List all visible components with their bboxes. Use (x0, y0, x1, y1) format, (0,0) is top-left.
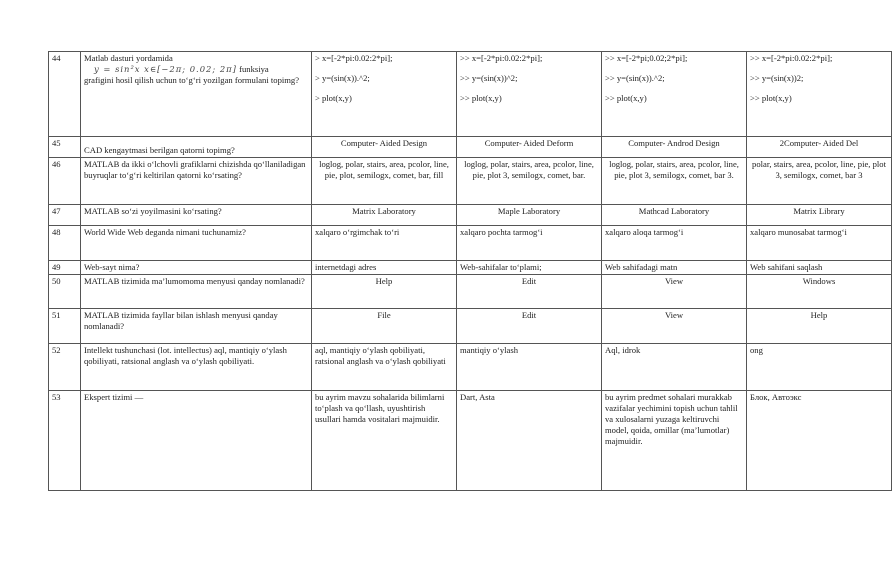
question-text: Web-sayt nima? (81, 261, 312, 275)
answer-option-a: aql, mantiqiy o‘ylash qobiliyati, ratsional anglash va o‘ylash qobiliyati (312, 344, 457, 391)
answer-option-b: >> x=[-2*pi:0.02:2*pi]; >> y=(sin(x))^2; >> plot(x,y) (457, 52, 602, 137)
answer-option-c: Computer- Androd Design (602, 137, 747, 158)
question-number: 50 (49, 275, 81, 309)
answer-option-d: >> x=[-2*pi:0.02:2*pi]; >> y=(sin(x))2; >> plot(x,y) (747, 52, 892, 137)
answer-option-a: File (312, 309, 457, 344)
question-text: MATLAB so‘zi yoyilmasini ko‘rsating? (81, 205, 312, 226)
answer-option-b: xalqaro pochta tarmog‘i (457, 226, 602, 261)
table-row (49, 205, 892, 226)
answer-option-d: Web sahifani saqlash (747, 261, 892, 275)
answer-option-b: Computer- Aided Deform (457, 137, 602, 158)
answer-option-c: >> x=[-2*pi;0.02;2*pi]; >> y=(sin(x)).^2; >> plot(x,y) (602, 52, 747, 137)
answer-option-d: 2Computer- Aided Del (747, 137, 892, 158)
answer-option-a: Computer- Aided Design (312, 137, 457, 158)
answer-option-b: Edit (457, 309, 602, 344)
answer-option-c: Web sahifadagi matn (602, 261, 747, 275)
test-questions-table (48, 51, 892, 491)
question-number: 45 (49, 137, 81, 158)
answer-option-c: Mathcad Laboratory (602, 205, 747, 226)
answer-option-a: > x=[-2*pi:0.02:2*pi]; > y=(sin(x)).^2; > plot(x,y) (312, 52, 457, 137)
question-number: 47 (49, 205, 81, 226)
question-number: 51 (49, 309, 81, 344)
question-text: Matlab dasturi yordamida y = sin²x x∈[−2π; 0.02; 2π] funksiya grafigini hosil qilish uchun to‘g‘ri yozilgan formulani topimg? (81, 52, 312, 137)
question-number: 48 (49, 226, 81, 261)
answer-option-b: Edit (457, 275, 602, 309)
answer-option-c: bu ayrim predmet sohalari murakkab vazifalar yechimini topish uchun tahlil va xulosalarni yuzaga keltiruvchi model, qoida, omillar (ma’lumotlar) majmuidir. (602, 391, 747, 491)
answer-option-a: internetdagi adres (312, 261, 457, 275)
answer-option-b: mantiqiy o‘ylash (457, 344, 602, 391)
table-row (49, 158, 892, 205)
table-row (49, 226, 892, 261)
question-number: 53 (49, 391, 81, 491)
table-row (49, 137, 892, 158)
question-text: World Wide Web deganda nimani tuchunamiz? (81, 226, 312, 261)
answer-option-d: Блок, Автоэкс (747, 391, 892, 491)
answer-option-a: Help (312, 275, 457, 309)
formula-image: y = sin²x x∈[−2π; 0.02; 2π] (94, 64, 237, 74)
table-row (49, 309, 892, 344)
table-row (49, 391, 892, 491)
answer-option-a: bu ayrim mavzu sohalarida bilimlarni to‘plash va qo‘llash, uyushtirish usullari hamda vositalari majmuidir. (312, 391, 457, 491)
answer-option-a: xalqaro o‘rgimchak to‘ri (312, 226, 457, 261)
answer-option-d: xalqaro munosabat tarmog‘i (747, 226, 892, 261)
question-number: 46 (49, 158, 81, 205)
answer-option-c: loglog, polar, stairs, area, pcolor, line, pie, plot 3, semilogx, comet, bar 3. (602, 158, 747, 205)
answer-option-c: View (602, 309, 747, 344)
question-text: MATLAB tizimida ma’lumomoma menyusi qanday nomlanadi? (81, 275, 312, 309)
answer-option-d: Matrix Library (747, 205, 892, 226)
question-text: MATLAB tizimida fayllar bilan ishlash menyusi qanday nomlanadi? (81, 309, 312, 344)
answer-option-b: loglog, polar, stairs, area, pcolor, line, pie, plot 3, semilogx, comet, bar. (457, 158, 602, 205)
question-text: Intellekt tushunchasi (lot. intellectus) aql, mantiqiy o‘ylash qobiliyati, ratsional anglash va o‘ylash qobiliyati. (81, 344, 312, 391)
answer-option-b: Maple Laboratory (457, 205, 602, 226)
formula-line: y = sin²x x∈[−2π; 0.02; 2π] funksiya (94, 64, 269, 74)
question-text: Ekspert tizimi — (81, 391, 312, 491)
answer-option-d: ong (747, 344, 892, 391)
answer-option-d: Help (747, 309, 892, 344)
question-number: 52 (49, 344, 81, 391)
table-row (49, 275, 892, 309)
answer-option-c: xalqaro aloqa tarmog‘i (602, 226, 747, 261)
question-text: CAD kengaytmasi berilgan qatorni topimg? (81, 137, 312, 158)
table-row (49, 261, 892, 275)
answer-option-c: View (602, 275, 747, 309)
answer-option-d: polar, stairs, area, pcolor, line, pie, plot 3, semilogx, comet, bar 3 (747, 158, 892, 205)
table-row (49, 344, 892, 391)
answer-option-a: loglog, polar, stairs, area, pcolor, line, pie, plot, semilogx, comet, bar, fill (312, 158, 457, 205)
answer-option-c: Aql, idrok (602, 344, 747, 391)
answer-option-a: Matrix Laboratory (312, 205, 457, 226)
table-row (49, 52, 892, 137)
question-number: 44 (49, 52, 81, 137)
answer-option-b: Web-sahifalar to‘plami; (457, 261, 602, 275)
answer-option-d: Windows (747, 275, 892, 309)
question-number: 49 (49, 261, 81, 275)
question-text: MATLAB da ikki o‘lchovli grafiklarni chizishda qo‘llaniladigan buyruqlar to‘g‘ri keltirilan qatorni ko‘rsating? (81, 158, 312, 205)
answer-option-b: Dart, Asta (457, 391, 602, 491)
